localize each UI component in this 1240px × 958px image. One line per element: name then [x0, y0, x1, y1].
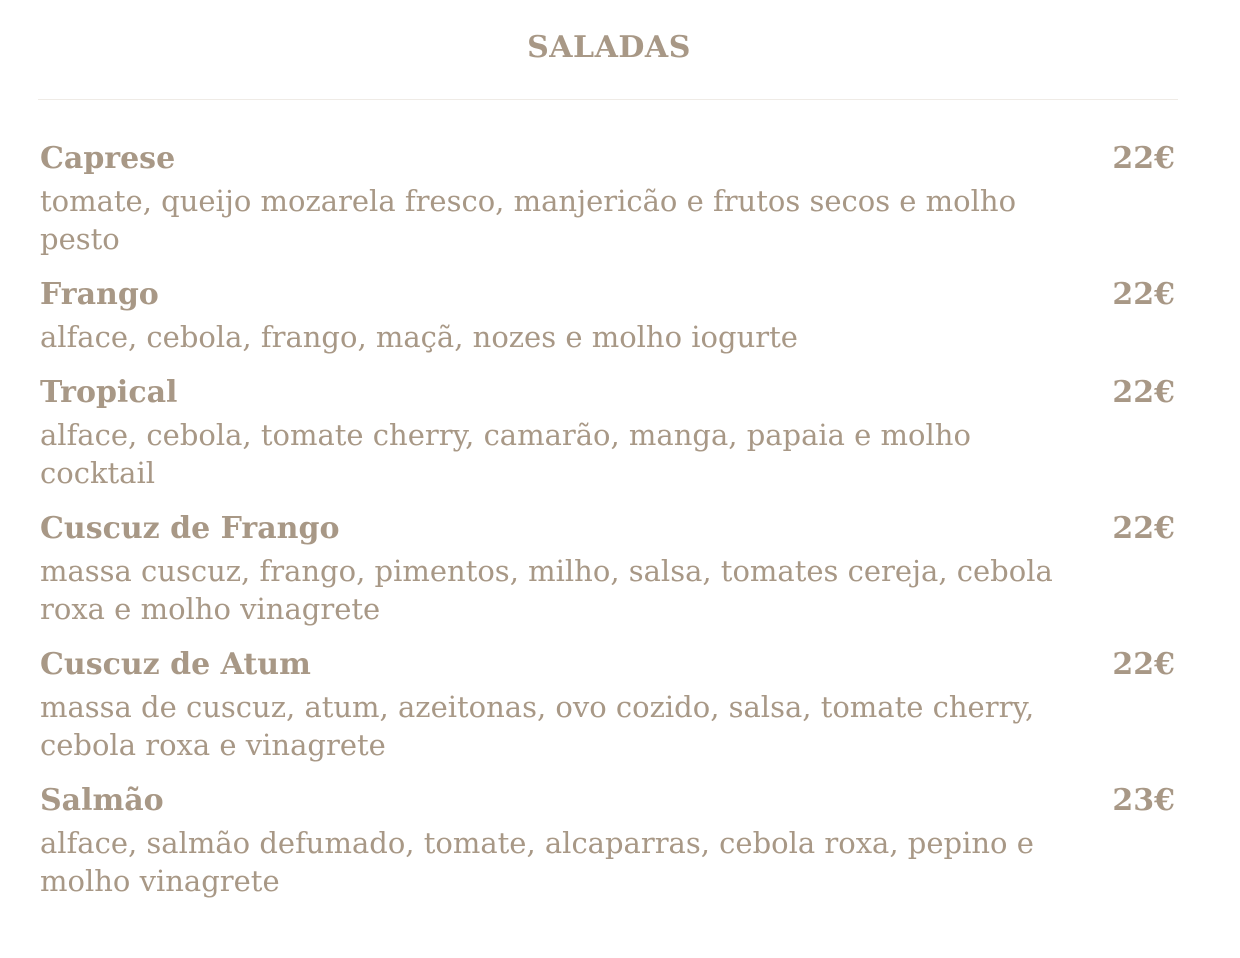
menu-item	[40, 506, 1178, 628]
menu-item-price: 22€	[1112, 647, 1175, 682]
menu-item	[40, 272, 1178, 356]
menu-item-description: alface, salmão defumado, tomate, alcaparras, cebola roxa, pepino e molho vinagrete	[40, 826, 1034, 898]
menu-item-price: 22€	[1112, 141, 1175, 176]
menu-item-header	[40, 370, 1178, 415]
menu-item-name: Salmão	[40, 783, 164, 818]
menu-item-header	[40, 642, 1178, 687]
menu-item-header	[40, 506, 1178, 551]
menu-item-list	[40, 136, 1178, 914]
menu-item-name: Cuscuz de Atum	[40, 647, 311, 682]
menu-item-header	[40, 272, 1178, 317]
menu-item-description: alface, cebola, tomate cherry, camarão, manga, papaia e molho cocktail	[40, 418, 971, 490]
menu-item-price: 22€	[1112, 375, 1175, 410]
menu-item-name: Tropical	[40, 375, 178, 410]
menu-item-name: Caprese	[40, 141, 176, 176]
menu-item-price: 23€	[1112, 783, 1175, 818]
menu-item	[40, 370, 1178, 492]
menu-item-description: massa de cuscuz, atum, azeitonas, ovo cozido, salsa, tomate cherry, cebola roxa e vinagrete	[40, 690, 1035, 762]
menu-item	[40, 778, 1178, 900]
menu-item-name: Frango	[40, 277, 159, 312]
menu-item-price: 22€	[1112, 277, 1175, 312]
menu-item-name: Cuscuz de Frango	[40, 511, 340, 546]
menu-item-price: 22€	[1112, 511, 1175, 546]
menu-item-description: alface, cebola, frango, maçã, nozes e molho iogurte	[40, 320, 798, 354]
menu-item-header	[40, 136, 1178, 181]
section-divider	[38, 99, 1178, 100]
menu-item-description: massa cuscuz, frango, pimentos, milho, salsa, tomates cereja, cebola roxa e molho vinagrete	[40, 554, 1053, 626]
salads-menu-section	[40, 0, 1178, 898]
menu-item	[40, 642, 1178, 764]
menu-item	[40, 136, 1178, 258]
menu-item-description: tomate, queijo mozarela fresco, manjericão e frutos secos e molho pesto	[40, 184, 1017, 256]
section-title: SALADAS	[527, 30, 691, 65]
menu-item-header	[40, 778, 1178, 823]
